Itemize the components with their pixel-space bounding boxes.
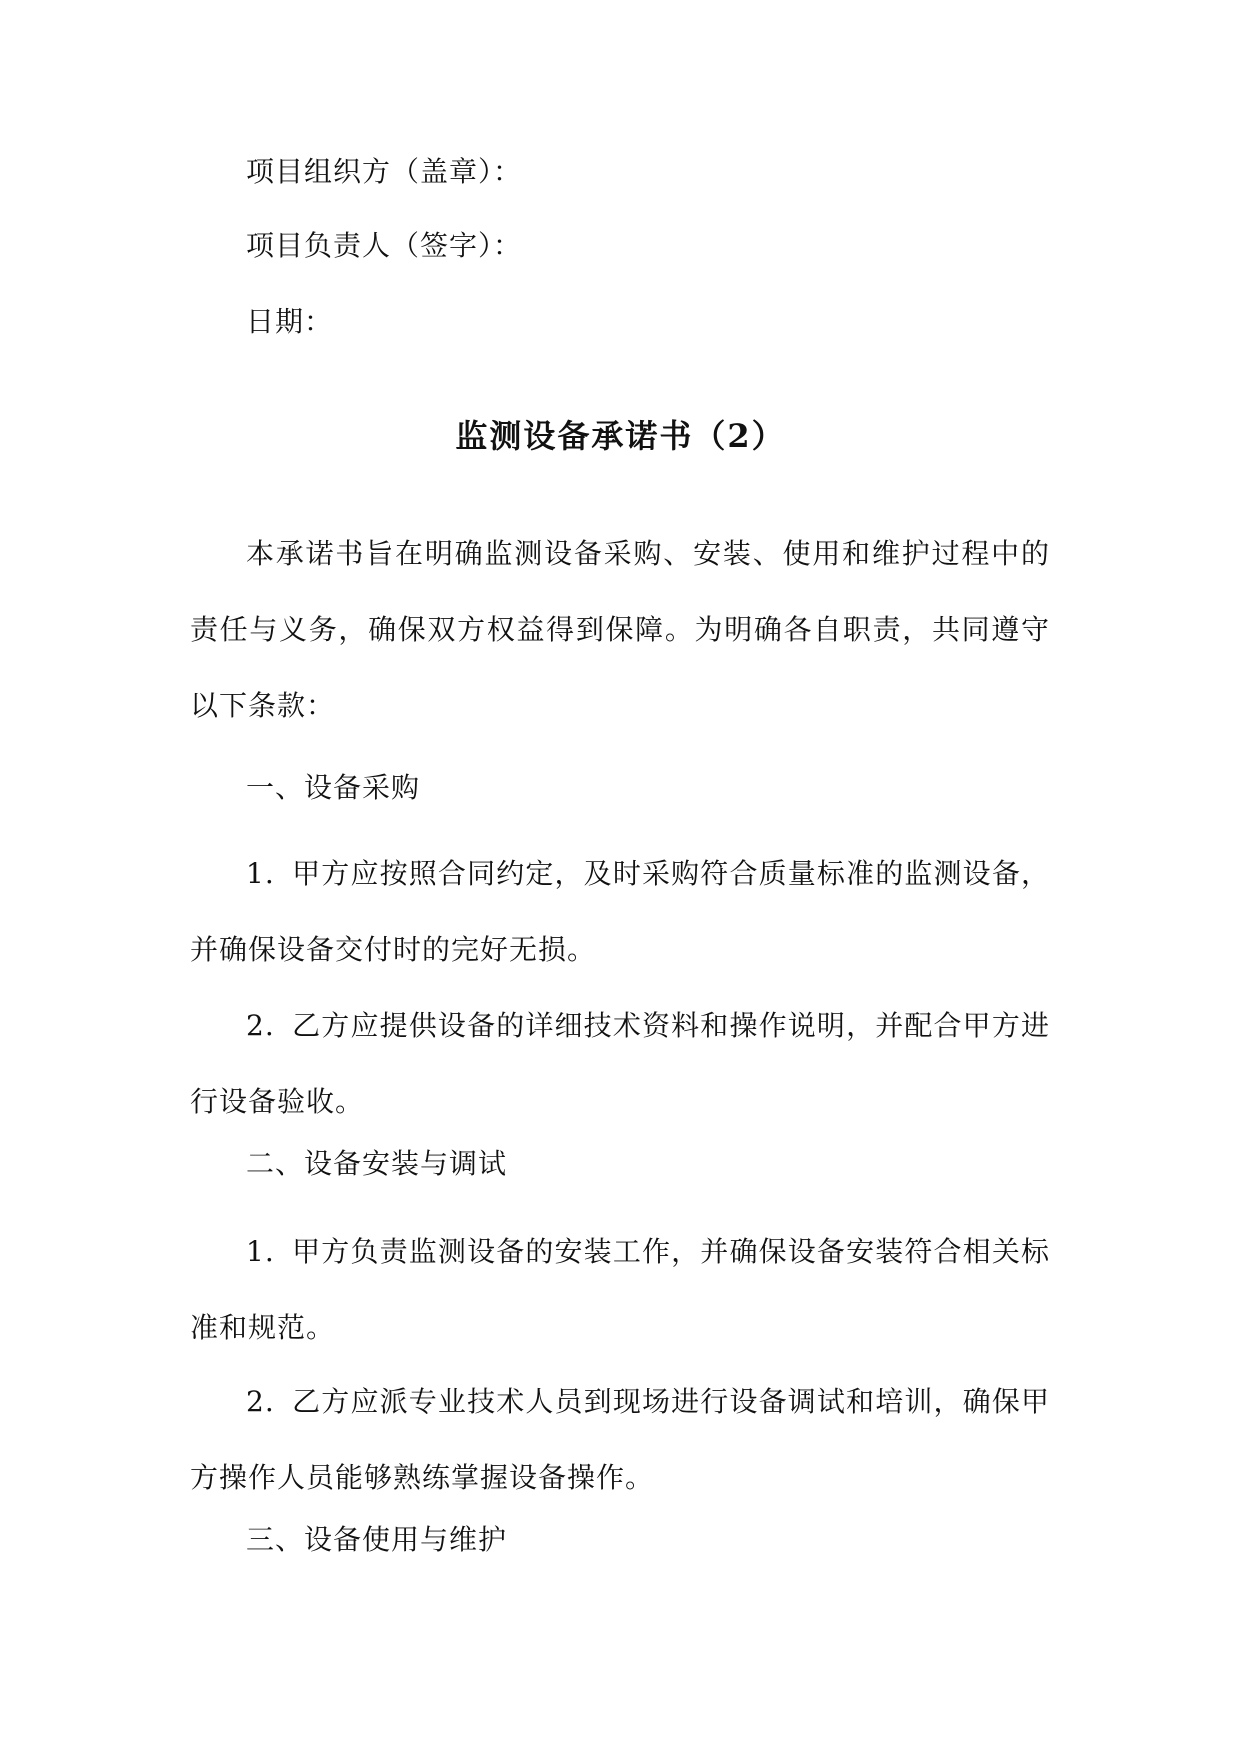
item-number: 2. (246, 1009, 275, 1042)
list-item (190, 1364, 1050, 1516)
item-number: 1. (246, 1235, 275, 1268)
date-field: 日期： (246, 305, 334, 338)
intro-paragraph: 本承诺书旨在明确监测设备采购、安装、使用和维护过程中的责任与义务，确保双方权益得到保障。为明确各自职责，共同遵守以下条款： (190, 537, 1050, 722)
item-text: 甲方应按照合同约定，及时采购符合质量标准的监测设备，并确保设备交付时的完好无损。 (190, 857, 1050, 966)
list-item (190, 1214, 1050, 1366)
item-number: 2. (246, 1385, 275, 1418)
organizer-seal-field: 项目组织方（盖章）： (246, 155, 523, 188)
item-text: 甲方负责监测设备的安装工作，并确保设备安装符合相关标准和规范。 (190, 1235, 1050, 1344)
section-heading: 一、设备采购 (246, 771, 421, 804)
section-heading: 二、设备安装与调试 (246, 1147, 508, 1180)
list-item (190, 836, 1050, 988)
section-heading: 三、设备使用与维护 (246, 1523, 508, 1556)
item-text: 乙方应提供设备的详细技术资料和操作说明，并配合甲方进行设备验收。 (190, 1009, 1050, 1118)
item-text: 乙方应派专业技术人员到现场进行设备调试和培训，确保甲方操作人员能够熟练掌握设备操作。 (190, 1385, 1050, 1494)
list-item (190, 988, 1050, 1140)
document-title: 监测设备承诺书（2） (455, 417, 786, 455)
item-number: 1. (246, 857, 275, 890)
leader-signature-field: 项目负责人（签字）： (246, 229, 523, 262)
